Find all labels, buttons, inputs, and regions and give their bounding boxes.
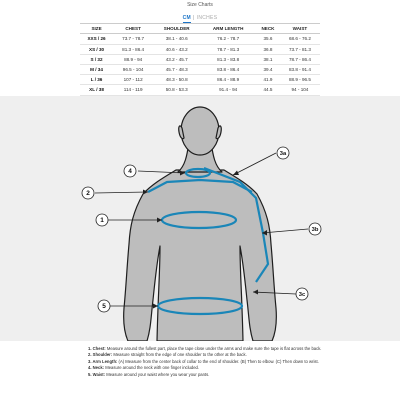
table-cell: 96.5 - 104 bbox=[113, 64, 153, 74]
table-cell: 73.7 - 81.3 bbox=[280, 44, 320, 54]
table-cell: S / 32 bbox=[80, 54, 113, 64]
callout-badge-2 bbox=[82, 187, 94, 199]
table-cell: XXS / 26 bbox=[80, 34, 113, 44]
table-cell: 39.4 bbox=[256, 64, 280, 74]
table-cell: 86.4 - 88.9 bbox=[200, 75, 256, 85]
table-cell: 45.7 - 48.3 bbox=[153, 64, 200, 74]
page-title: Size Charts bbox=[187, 2, 213, 8]
table-row bbox=[80, 64, 320, 74]
col-header-waist: WAIST bbox=[280, 24, 320, 34]
unit-inches-tab[interactable]: INCHES bbox=[196, 15, 218, 21]
table-cell: 40.6 - 43.2 bbox=[153, 44, 200, 54]
callout-badge-1 bbox=[96, 214, 108, 226]
callout-label-4: 4 bbox=[128, 168, 132, 176]
measurement-instructions bbox=[88, 346, 333, 378]
col-header-size: SIZE bbox=[80, 24, 113, 34]
table-cell: 88.9 - 94 bbox=[113, 54, 153, 64]
table-cell: 107 - 112 bbox=[113, 75, 153, 85]
instruction-text: Measure straight from the edge of one shoulder to the other at the back. bbox=[112, 352, 247, 358]
measurement-diagram bbox=[0, 96, 400, 341]
table-cell: XS / 30 bbox=[80, 44, 113, 54]
table-cell: 94 - 104 bbox=[280, 85, 320, 95]
unit-toggle bbox=[0, 15, 400, 21]
table-cell: 78.7 - 86.4 bbox=[280, 54, 320, 64]
instruction-text: Measure around the neck with one finger included. bbox=[104, 365, 200, 371]
callout-label-3c: 3c bbox=[298, 292, 306, 299]
callout-badge-5 bbox=[98, 300, 110, 312]
col-header-shoulder: SHOULDER bbox=[153, 24, 200, 34]
size-table bbox=[80, 23, 320, 106]
col-header-arm-length: ARM LENGTH bbox=[200, 24, 256, 34]
callout-badge-3b bbox=[309, 223, 321, 235]
table-cell: 43.2 - 45.7 bbox=[153, 54, 200, 64]
table-cell: 48.3 - 50.8 bbox=[153, 75, 200, 85]
table-cell: 81.3 - 83.8 bbox=[200, 54, 256, 64]
callout-label-3b: 3b bbox=[311, 227, 319, 234]
table-cell: 50.8 - 53.3 bbox=[153, 85, 200, 95]
table-cell: 114 - 119 bbox=[113, 85, 153, 95]
callout-badge-4 bbox=[124, 165, 136, 177]
table-row bbox=[80, 75, 320, 85]
table-row bbox=[80, 34, 320, 44]
table-header-row bbox=[80, 24, 320, 34]
table-cell: 44.5 bbox=[256, 85, 280, 95]
table-cell: 83.8 - 91.4 bbox=[280, 64, 320, 74]
table-cell: 35.6 bbox=[256, 34, 280, 44]
callout-label-2: 2 bbox=[86, 190, 90, 198]
instruction-label: 5. Waist: bbox=[88, 371, 106, 377]
unit-cm-tab[interactable]: CM bbox=[182, 15, 192, 21]
table-cell: 41.9 bbox=[256, 75, 280, 85]
body-silhouette-figure bbox=[0, 96, 400, 341]
callout-label-5: 5 bbox=[102, 303, 106, 311]
callout-badge-3c bbox=[296, 288, 308, 300]
table-row bbox=[80, 44, 320, 54]
instruction-label: 3. Arm Length: bbox=[88, 358, 118, 364]
instruction-label: 1. Chest: bbox=[88, 346, 106, 351]
table-cell: 36.8 bbox=[256, 44, 280, 54]
instruction-text: Measure around the fullest part, place the tape close under the arms and make sure the tape is flat across the back. bbox=[105, 346, 322, 351]
col-header-neck: NECK bbox=[256, 24, 280, 34]
instruction-text: (A) Measure from the center back of collar to the end of shoulder. (B) Then to elbow. (C) Then down to wrist. bbox=[117, 358, 319, 364]
instruction-item bbox=[88, 372, 333, 378]
instruction-label: 2. Shoulder: bbox=[88, 352, 113, 358]
instruction-label: 4. Neck: bbox=[88, 365, 105, 371]
table-cell: 91.4 - 94 bbox=[200, 85, 256, 95]
table-cell: 68.6 - 76.2 bbox=[280, 34, 320, 44]
col-header-chest: CHEST bbox=[113, 24, 153, 34]
table-cell: XL / 38 bbox=[80, 85, 113, 95]
table-cell: L / 36 bbox=[80, 75, 113, 85]
table-cell: 88.9 - 96.5 bbox=[280, 75, 320, 85]
table-row bbox=[80, 54, 320, 64]
table-cell: 38.1 - 40.6 bbox=[153, 34, 200, 44]
table-cell: 83.8 - 86.4 bbox=[200, 64, 256, 74]
table-cell: 73.7 - 78.7 bbox=[113, 34, 153, 44]
table-cell: 76.2 - 78.7 bbox=[200, 34, 256, 44]
callout-label-1: 1 bbox=[100, 217, 104, 225]
unit-separator: | bbox=[193, 15, 195, 21]
table-row bbox=[80, 85, 320, 95]
table-cell: 38.1 bbox=[256, 54, 280, 64]
table-cell: 78.7 - 81.3 bbox=[200, 44, 256, 54]
callout-label-3a: 3a bbox=[279, 151, 287, 158]
table-cell: 81.3 - 86.4 bbox=[113, 44, 153, 54]
instruction-text: Measure around your waist where you wear your pants. bbox=[105, 371, 210, 377]
table-cell: M / 34 bbox=[80, 64, 113, 74]
callout-badge-3a bbox=[277, 147, 289, 159]
